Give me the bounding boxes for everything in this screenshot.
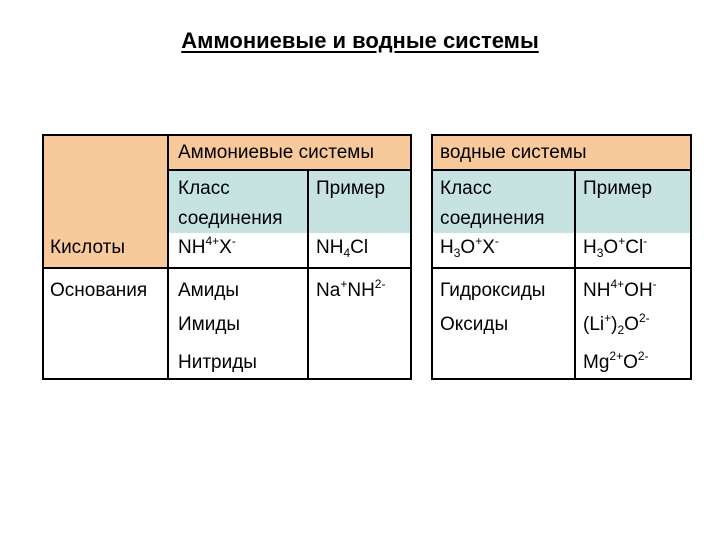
ammonia-class-header: Класс соединения xyxy=(178,178,283,229)
column-gap xyxy=(412,132,431,382)
bases-ammonia-example-0: $Na^+NH^{2-}$ xyxy=(316,277,386,301)
ammonia-systems-header: Аммониевые системы xyxy=(178,142,375,163)
acids-ammonia-class: $NH^{4+}X^-$ xyxy=(178,234,236,258)
bases-ammonia-class-2: Нитриды xyxy=(178,352,257,373)
water-systems-header: водные системы xyxy=(440,142,587,163)
acids-ammonia-example: $NH_4Cl$ xyxy=(316,237,369,260)
bases-water-class-0: Гидроксиды xyxy=(440,280,546,301)
water-example-header: Пример xyxy=(583,178,653,199)
row-divider-header xyxy=(167,169,410,171)
bases-label: Основания xyxy=(50,280,148,301)
bases-water-example-1: $(Li^+)_2O^{2-}$ xyxy=(583,311,650,337)
bases-water-class-1: Оксиды xyxy=(440,314,509,335)
bases-ammonia-class-0: Амиды xyxy=(178,280,240,301)
acids-water-example: $H_3O^+Cl^-$ xyxy=(583,234,648,260)
bases-water-example-2: $Mg^{2+}O^{2-}$ xyxy=(583,349,649,373)
col-divider-5 xyxy=(574,170,576,380)
row-divider-acids xyxy=(42,267,692,269)
bases-ammonia-class-1: Имиды xyxy=(178,314,241,335)
col-divider-2 xyxy=(307,170,309,380)
water-class-header: Класс соединения xyxy=(440,178,545,229)
acids-label: Кислоты xyxy=(50,237,125,258)
bases-water-example-0: $NH^{4+}OH^-$ xyxy=(583,277,657,301)
ammonia-example-header: Пример xyxy=(316,178,386,199)
acids-water-class: $H_3O^+X^-$ xyxy=(440,234,499,260)
page-title: Аммониевые и водные системы xyxy=(181,28,539,53)
row-divider-header-water xyxy=(431,169,692,171)
